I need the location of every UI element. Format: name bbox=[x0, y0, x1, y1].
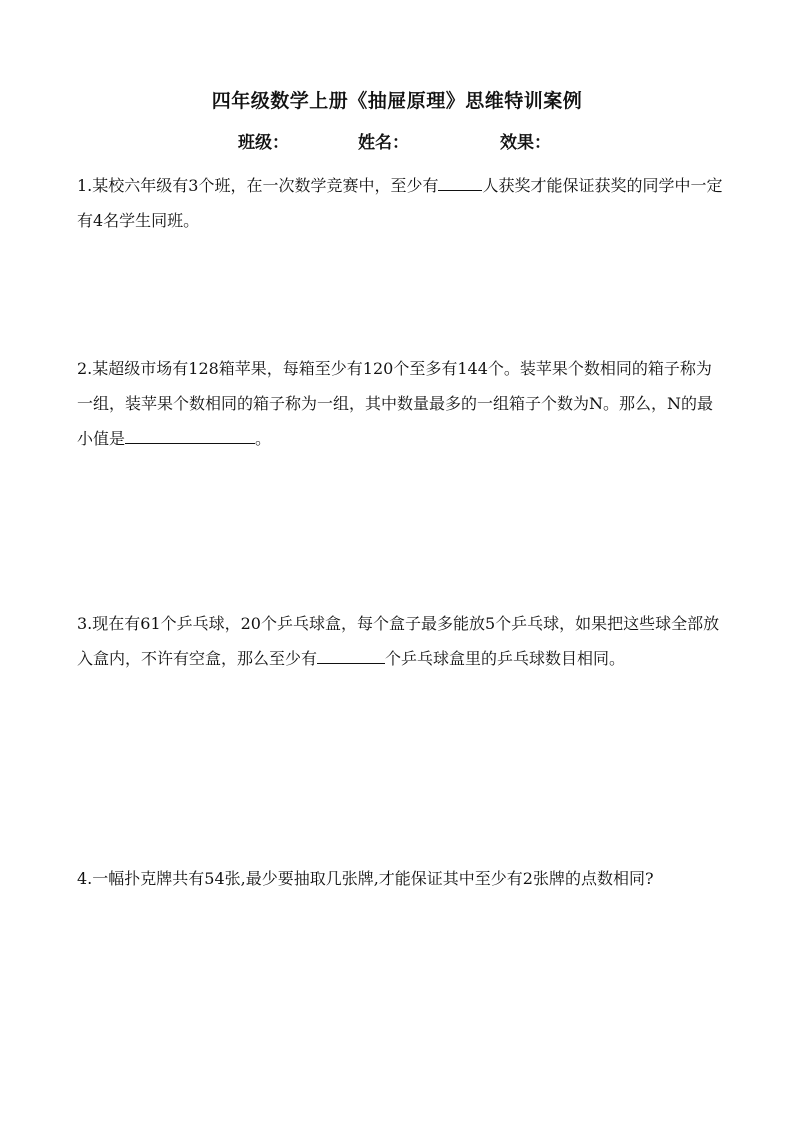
question-2-answer-blank[interactable] bbox=[125, 425, 255, 444]
name-label: 姓名： bbox=[358, 133, 409, 153]
question-3-text-b: 个乒乓球盒里的乒乓球数目相同。 bbox=[385, 649, 626, 668]
question-2-text-a: 2.某超级市场有128箱苹果，每箱至少有120个至多有144个。装苹果个数相同的箱子称为一组，装苹果个数相同的箱子称为一组，其中数量最多的一组箱子个数为N。那么，N的最小值是 bbox=[77, 359, 714, 448]
question-4-text: 4.一幅扑克牌共有54张,最少要抽取几张牌,才能保证其中至少有2张牌的点数相同? bbox=[77, 869, 654, 888]
page-title: 四年级数学上册《抽屉原理》思维特训案例 bbox=[211, 90, 583, 112]
question-2-text-b: 。 bbox=[255, 429, 272, 448]
question-1-text-b: 人获奖才能保证获奖的同学中一定有4名学生同班。 bbox=[77, 176, 723, 230]
question-2 bbox=[77, 351, 725, 456]
question-1-answer-blank[interactable] bbox=[438, 172, 482, 191]
question-3-text-a: 3.现在有61个乒乓球，20个乒乓球盒，每个盒子最多能放5个乒乓球，如果把这些球全部放入盒内，不许有空盒，那么至少有 bbox=[77, 614, 720, 668]
question-3-answer-blank[interactable] bbox=[317, 645, 385, 664]
question-4 bbox=[77, 861, 725, 896]
result-label: 效果： bbox=[500, 133, 551, 153]
question-3 bbox=[77, 606, 725, 676]
class-label: 班级： bbox=[238, 133, 289, 153]
question-1 bbox=[77, 168, 725, 238]
student-info-row bbox=[0, 128, 794, 152]
question-1-text-a: 1.某校六年级有3个班，在一次数学竞赛中，至少有 bbox=[77, 176, 439, 195]
